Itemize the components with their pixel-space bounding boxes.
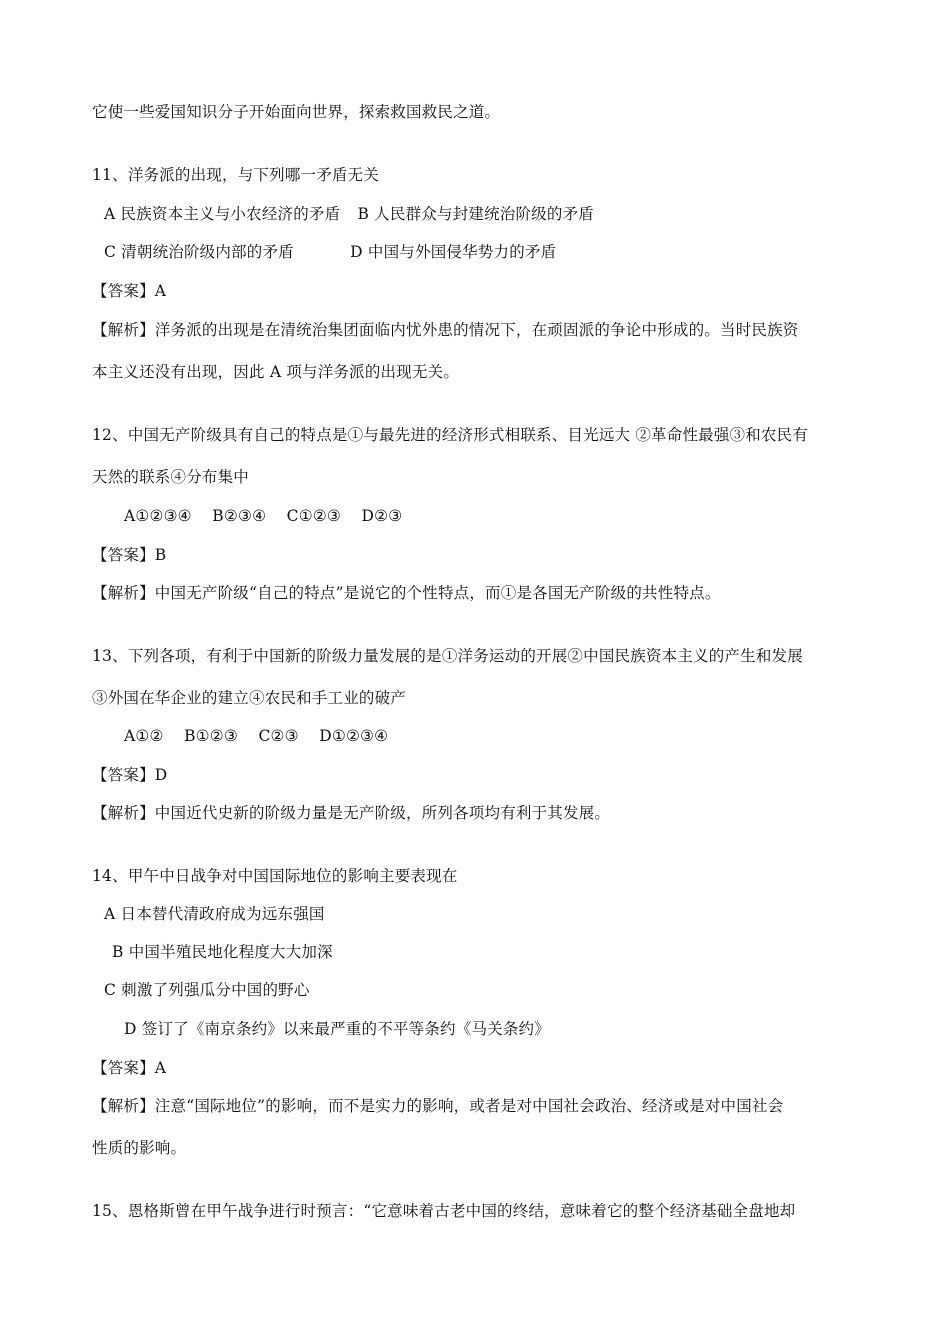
q13-answer: 【答案】D (92, 766, 168, 784)
q11-options-row2 (104, 241, 556, 263)
q13-stem-line1: 13、下列各项，有利于中国新的阶级力量发展的是①洋务运动的开展②中国民族资本主义的产生和发展 (92, 647, 803, 665)
q14-option-c: C 刺激了列强瓜分中国的野心 (104, 981, 310, 999)
q13-analysis: 【解析】中国近代史新的阶级力量是无产阶级，所列各项均有利于其发展。 (92, 804, 611, 822)
q14-stem: 14、甲午中日战争对中国国际地位的影响主要表现在 (92, 867, 458, 885)
q14-option-b: B 中国半殖民地化程度大大加深 (112, 943, 333, 961)
q12-analysis: 【解析】中国无产阶级“自己的特点”是说它的个性特点，而①是各国无产阶级的共性特点。 (92, 584, 721, 602)
q15-stem-line1: 15、恩格斯曾在甲午战争进行时预言：“它意味着古老中国的终结，意味着它的整个经济基础全盘地却 (92, 1202, 796, 1220)
q13-stem-line2: ③外国在华企业的建立④农民和手工业的破产 (92, 689, 407, 707)
q14-analysis-line2: 性质的影响。 (92, 1139, 187, 1157)
q11-option-a: A 民族资本主义与小农经济的矛盾 (104, 205, 341, 223)
q14-analysis-line1: 【解析】注意“国际地位”的影响，而不是实力的影响，或者是对中国社会政治、经济或是对中国社会 (92, 1097, 784, 1115)
q12-answer: 【答案】B (92, 546, 167, 564)
q11-analysis-line2: 本主义还没有出现，因此 A 项与洋务派的出现无关。 (92, 363, 460, 381)
q12-options: A①②③④ B②③④ C①②③ D②③ (124, 507, 403, 525)
q12-stem-line2: 天然的联系④分布集中 (92, 468, 250, 486)
q11-option-b: B 人民群众与封建统治阶级的矛盾 (357, 205, 594, 223)
q14-option-a: A 日本替代清政府成为远东强国 (104, 905, 325, 923)
q12-stem-line1: 12、中国无产阶级具有自己的特点是①与最先进的经济形式相联系、目光远大 ②革命性最强③和农民有 (92, 426, 809, 444)
intro-line: 它使一些爱国知识分子开始面向世界，探索救国救民之道。 (92, 103, 501, 121)
q11-option-d: D 中国与外国侵华势力的矛盾 (350, 243, 557, 261)
q14-option-d: D 签订了《南京条约》以来最严重的不平等条约《马关条约》 (124, 1020, 550, 1038)
q11-analysis-line1: 【解析】洋务派的出现是在清统治集团面临内忧外患的情况下，在顽固派的争论中形成的。当时民族资 (92, 321, 799, 339)
q11-options-row1 (104, 203, 594, 225)
q11-stem: 11、洋务派的出现，与下列哪一矛盾无关 (92, 166, 380, 184)
q11-answer: 【答案】A (92, 282, 167, 300)
q14-answer: 【答案】A (92, 1059, 167, 1077)
q13-options: A①② B①②③ C②③ D①②③④ (124, 727, 389, 745)
q11-option-c: C 清朝统治阶级内部的矛盾 (104, 243, 294, 261)
